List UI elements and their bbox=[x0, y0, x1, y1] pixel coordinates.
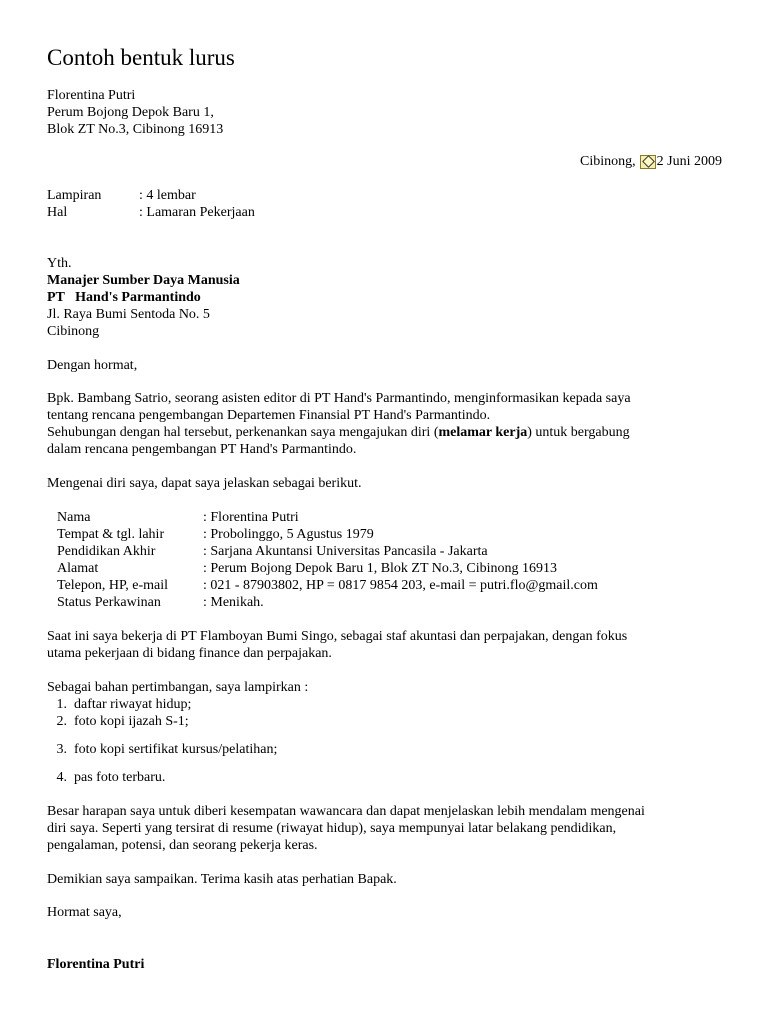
para1-line3-pre: Sehubungan dengan hal tersebut, perkenankan saya mengajukan diri ( bbox=[47, 425, 439, 440]
recipient-company: PT Hand's Parmantindo bbox=[47, 290, 201, 305]
bio-value-ttl: : Probolinggo, 5 Agustus 1979 bbox=[203, 527, 374, 542]
sender-name: Florentina Putri bbox=[47, 88, 136, 103]
attachment-item: daftar riwayat hidup; bbox=[74, 697, 192, 712]
hal-value: : Lamaran Pekerjaan bbox=[139, 205, 255, 220]
attachment-num: 4. bbox=[56, 770, 67, 785]
para3-line1: Besar harapan saya untuk diberi kesempatan wawancara dan dapat menjelaskan lebih mendalam mengenai bbox=[47, 804, 645, 819]
lampiran-value: : 4 lembar bbox=[139, 188, 196, 203]
recipient-position: Manajer Sumber Daya Manusia bbox=[47, 273, 240, 288]
attachment-item: foto kopi ijazah S-1; bbox=[74, 714, 189, 729]
attachment-item: foto kopi sertifikat kursus/pelatihan; bbox=[74, 742, 278, 757]
bio-value-status: : Menikah. bbox=[203, 595, 264, 610]
para3-line2: diri saya. Seperti yang tersirat di resume (riwayat hidup), saya mempunyai latar belakang pendidikan, bbox=[47, 821, 617, 836]
greeting: Dengan hormat, bbox=[47, 358, 138, 373]
signature-name: Florentina Putri bbox=[47, 957, 145, 972]
field-marker-icon bbox=[640, 155, 656, 169]
bio-value-alamat: : Perum Bojong Depok Baru 1, Blok ZT No.3, Cibinong 16913 bbox=[203, 561, 558, 576]
bio-label-pendidikan: Pendidikan Akhir bbox=[57, 544, 156, 559]
bio-value-nama: : Florentina Putri bbox=[203, 510, 299, 525]
letter-date bbox=[580, 153, 722, 170]
lampiran-label: Lampiran bbox=[47, 188, 102, 203]
bio-value-pendidikan: : Sarjana Akuntansi Universitas Pancasila - Jakarta bbox=[203, 544, 488, 559]
recipient-street: Jl. Raya Bumi Sentoda No. 5 bbox=[47, 307, 210, 322]
hal-label: Hal bbox=[47, 205, 68, 220]
bio-label-status: Status Perkawinan bbox=[57, 595, 161, 610]
attachment-num: 3. bbox=[56, 742, 67, 757]
para1-line2: tentang rencana pengembangan Departemen Finansial PT Hand's Parmantindo. bbox=[47, 408, 491, 423]
para2-line1: Saat ini saya bekerja di PT Flamboyan Bumi Singo, sebagai staf akuntasi dan perpajakan, dengan fokus bbox=[47, 629, 628, 644]
date-day: 2 Juni 2009 bbox=[656, 154, 722, 169]
bio-intro: Mengenai diri saya, dapat saya jelaskan sebagai berikut. bbox=[47, 476, 362, 491]
para1-line1: Bpk. Bambang Satrio, seorang asisten editor di PT Hand's Parmantindo, menginformasikan kepada saya bbox=[47, 391, 631, 406]
recipient-city: Cibinong bbox=[47, 324, 100, 339]
para1-line4: dalam rencana pengembangan PT Hand's Parmantindo. bbox=[47, 442, 357, 457]
sender-address-line2: Blok ZT No.3, Cibinong 16913 bbox=[47, 122, 224, 137]
attachment-item: pas foto terbaru. bbox=[74, 770, 166, 785]
para1-line3 bbox=[47, 424, 630, 441]
attachment-num: 2. bbox=[56, 714, 67, 729]
para1-line3-bold: melamar kerja bbox=[438, 425, 528, 440]
closing-line: Demikian saya sampaikan. Terima kasih atas perhatian Bapak. bbox=[47, 872, 397, 887]
closing: Hormat saya, bbox=[47, 905, 122, 920]
bio-label-alamat: Alamat bbox=[57, 561, 99, 576]
bio-label-ttl: Tempat & tgl. lahir bbox=[57, 527, 165, 542]
recipient-yth: Yth. bbox=[47, 256, 72, 271]
bio-label-telepon: Telepon, HP, e-mail bbox=[57, 578, 168, 593]
date-place: Cibinong, bbox=[580, 154, 636, 169]
attachment-num: 1. bbox=[56, 697, 67, 712]
bio-label-nama: Nama bbox=[57, 510, 91, 525]
attachments-intro: Sebagai bahan pertimbangan, saya lampirkan : bbox=[47, 680, 309, 695]
bio-value-telepon: : 021 - 87903802, HP = 0817 9854 203, e-mail = putri.flo@gmail.com bbox=[203, 578, 598, 593]
page-title: Contoh bentuk lurus bbox=[47, 45, 235, 70]
para3-line3: pengalaman, potensi, dan seorang pekerja keras. bbox=[47, 838, 318, 853]
para1-line3-post: ) untuk bergabung bbox=[527, 425, 630, 440]
para2-line2: utama pekerjaan di bidang finance dan perpajakan. bbox=[47, 646, 332, 661]
sender-address-line1: Perum Bojong Depok Baru 1, bbox=[47, 105, 214, 120]
